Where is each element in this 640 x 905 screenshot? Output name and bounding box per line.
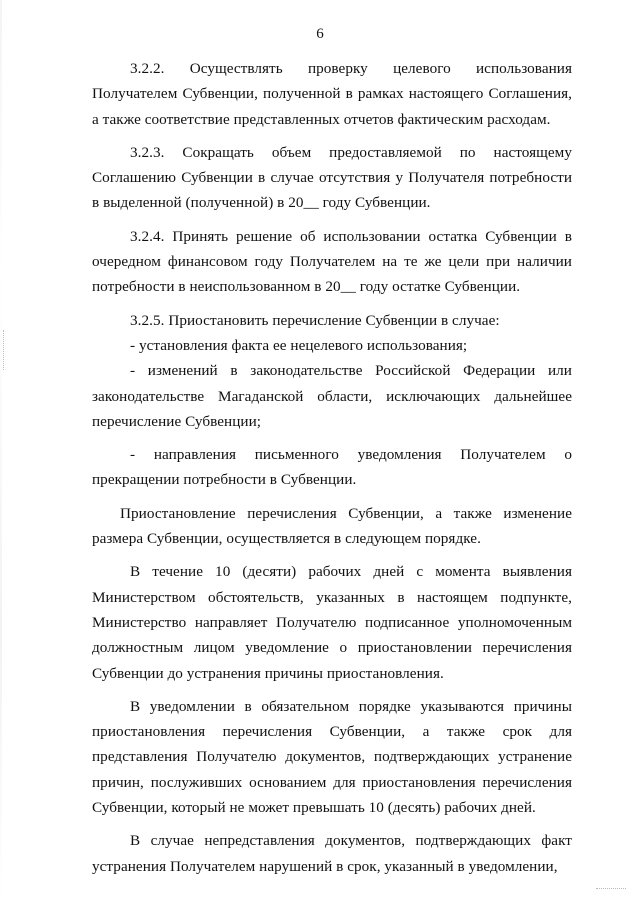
document-body — [92, 56, 572, 879]
paragraph-notification-content: В уведомлении в обязательном порядке указываются причины приостановления перечисления Субвенции, а также срок для представления Получателю документов, подтверждающих устранение причин, послуживших основанием для приостановления перечисления Субвенции, который не может превышать 10 (десять) рабочих дней. — [92, 697, 572, 817]
paragraph-suspension-order: Приостановление перечисления Субвенции, а также изменение размера Субвенции, осуществляется в следующем порядке. — [92, 504, 572, 548]
list-item-notification: - направления письменного уведомления Получателем о прекращении потребности в Субвенции. — [92, 446, 572, 489]
paragraph-non-submission: В случае непредставления документов, подтверждающих факт устранения Получателем нарушений в срок, указанный в уведомлении, — [92, 832, 572, 875]
paragraph-3-2-2: 3.2.2. Осуществлять проверку целевого использования Получателем Субвенции, полученной в рамках настоящего Соглашения, а также соответствие представленных отчетов фактическим расходам. — [92, 60, 572, 128]
page-number: 6 — [316, 26, 324, 42]
paragraph-3-2-5: 3.2.5. Приостановить перечисление Субвенции в случае: — [130, 311, 500, 329]
scan-artifact — [596, 888, 626, 890]
paragraph-3-2-3: 3.2.3. Сокращать объем предоставляемой по настоящему Соглашению Субвенции в случае отсутствия у Получателя потребности в выделенной (полученной) в 20__ году Субвенции. — [92, 143, 572, 212]
list-item-legislation: - изменений в законодательстве Российской Федерации или законодательстве Магаданской области, исключающих дальнейшее перечисление Субвенции; — [92, 362, 572, 430]
list-item-misuse: - установления факта ее нецелевого использования; — [130, 336, 468, 354]
paragraph-ten-days: В течение 10 (десяти) рабочих дней с момента выявления Министерством обстоятельств, указанных в настоящем подпункте, Министерство направляет Получателю подписанное уполномоченным должностным лицом уведомление о приостановлении перечисления Субвенции до устранения причины приостановления. — [92, 563, 572, 682]
paragraph-3-2-4: 3.2.4. Принять решение об использовании остатка Субвенции в очередном финансовом году Получателем на те же цели при наличии потребности в неиспользованном в 20__ году остатке Субвенции. — [92, 227, 572, 296]
scan-artifact — [3, 330, 8, 370]
scan-edge — [0, 0, 2, 905]
